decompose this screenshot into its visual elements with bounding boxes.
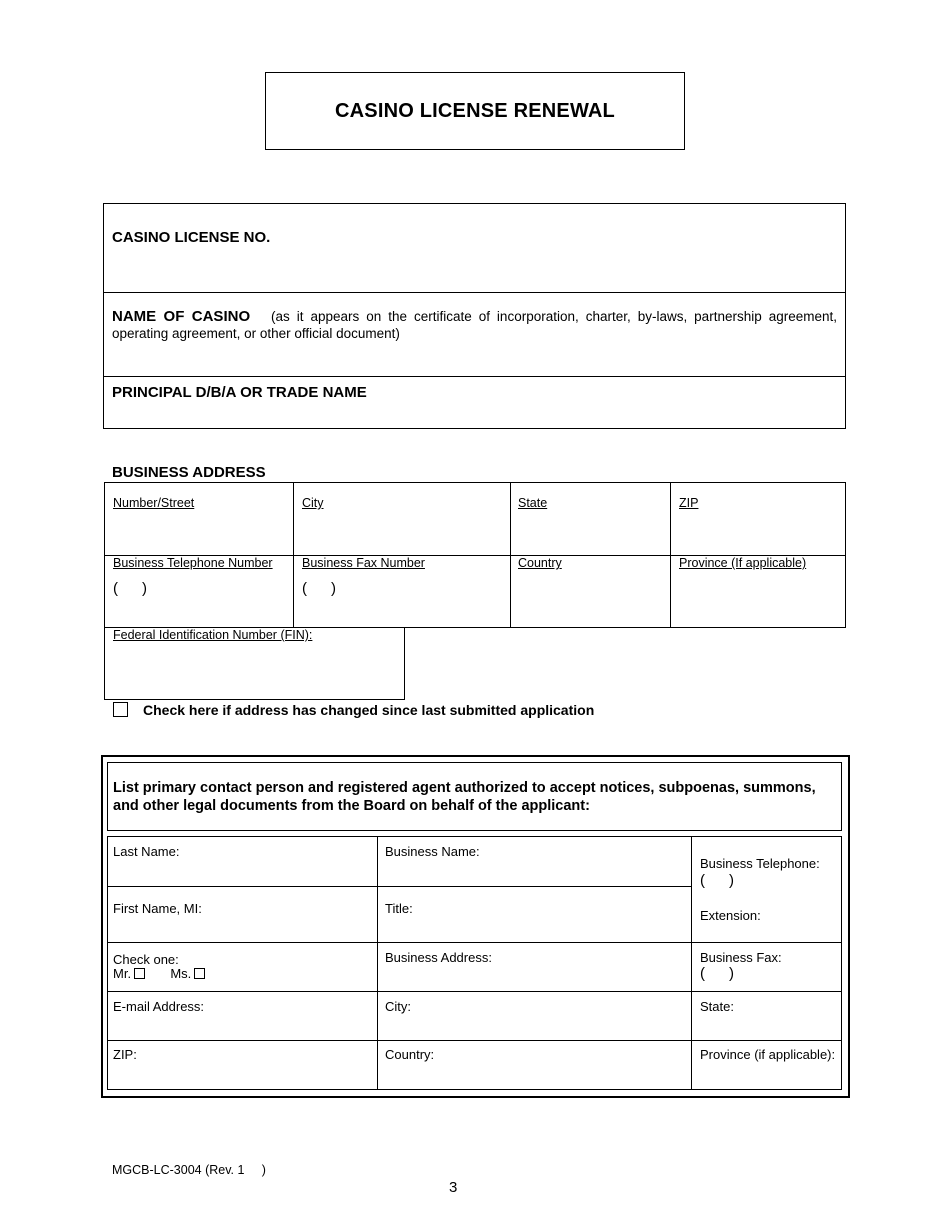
page-title: CASINO LICENSE RENEWAL	[335, 99, 615, 122]
divider	[510, 482, 511, 628]
zip-contact-field[interactable]: ZIP:	[113, 1047, 137, 1062]
form-id: MGCB-LC-3004 (Rev. 1 )	[112, 1163, 266, 1177]
title-field[interactable]: Title:	[385, 901, 413, 916]
business-address-contact-field[interactable]: Business Address:	[385, 950, 492, 965]
country-field[interactable]: Country	[518, 556, 562, 570]
telephone-area-code[interactable]	[113, 580, 147, 597]
divider	[377, 836, 378, 1090]
address-changed-checkbox[interactable]	[113, 702, 128, 717]
contact-fax-area-code[interactable]	[700, 965, 734, 982]
mr-checkbox[interactable]	[134, 968, 145, 979]
email-field[interactable]: E-mail Address:	[113, 999, 205, 1014]
salutation-options	[113, 966, 205, 981]
contact-heading: List primary contact person and registered agent authorized to accept notices, subpoenas, summons, and other legal documents from the Board on behalf of the applicant:	[113, 780, 816, 814]
casino-name-note: (as it appears on the certificate of incorporation, charter, by-laws, partnership agreement, operating agreement, or other official document)	[112, 309, 837, 341]
casino-name-label: NAME OF CASINO	[112, 308, 251, 325]
divider	[107, 886, 691, 887]
first-name-field[interactable]: First Name, MI:	[113, 901, 202, 916]
casino-name-field[interactable]	[112, 308, 837, 342]
paren-open: (	[302, 580, 307, 597]
paren-close: )	[729, 965, 734, 982]
last-name-field[interactable]: Last Name:	[113, 844, 180, 859]
business-telephone-field[interactable]: Business Telephone Number	[113, 556, 273, 570]
ms-label: Ms.	[170, 966, 192, 981]
zip-field[interactable]: ZIP	[679, 496, 699, 510]
extension-field[interactable]: Extension:	[700, 908, 761, 923]
paren-open: (	[700, 872, 705, 889]
divider	[107, 942, 842, 943]
divider	[103, 376, 846, 377]
country-contact-field[interactable]: Country:	[385, 1047, 435, 1062]
business-telephone-contact-field[interactable]: Business Telephone:	[700, 856, 820, 871]
business-name-field[interactable]: Business Name:	[385, 844, 480, 859]
page-number: 3	[449, 1179, 458, 1196]
paren-close: )	[331, 580, 336, 597]
mr-label: Mr.	[113, 966, 132, 981]
business-fax-field[interactable]: Business Fax Number	[302, 556, 425, 570]
state-contact-field[interactable]: State:	[700, 999, 734, 1014]
business-address-heading: BUSINESS ADDRESS	[112, 464, 266, 481]
province-contact-field[interactable]: Province (if applicable):	[700, 1047, 836, 1062]
divider	[107, 991, 842, 992]
paren-open: (	[700, 965, 705, 982]
casino-license-no-label: CASINO LICENSE NO.	[112, 229, 271, 246]
address-changed-label: Check here if address has changed since last submitted application	[143, 702, 595, 718]
province-field[interactable]: Province (If applicable)	[679, 556, 807, 570]
title-box	[265, 72, 685, 150]
fin-field[interactable]: Federal Identification Number (FIN):	[113, 628, 313, 642]
paren-close: )	[729, 872, 734, 889]
dba-label: PRINCIPAL D/B/A OR TRADE NAME	[112, 384, 367, 401]
paren-close: )	[142, 580, 147, 597]
divider	[103, 292, 846, 293]
check-one-label: Check one:	[113, 952, 179, 967]
divider	[670, 482, 671, 628]
city-contact-field[interactable]: City:	[385, 999, 411, 1014]
contact-telephone-area-code[interactable]	[700, 872, 734, 889]
divider	[293, 482, 294, 628]
number-street-field[interactable]: Number/Street	[113, 496, 195, 510]
ms-checkbox[interactable]	[194, 968, 205, 979]
fax-area-code[interactable]	[302, 580, 336, 597]
divider	[107, 1040, 842, 1041]
business-fax-contact-field[interactable]: Business Fax:	[700, 950, 782, 965]
city-field[interactable]: City	[302, 496, 324, 510]
paren-open: (	[113, 580, 118, 597]
state-field[interactable]: State	[518, 496, 548, 510]
divider	[691, 836, 692, 1090]
